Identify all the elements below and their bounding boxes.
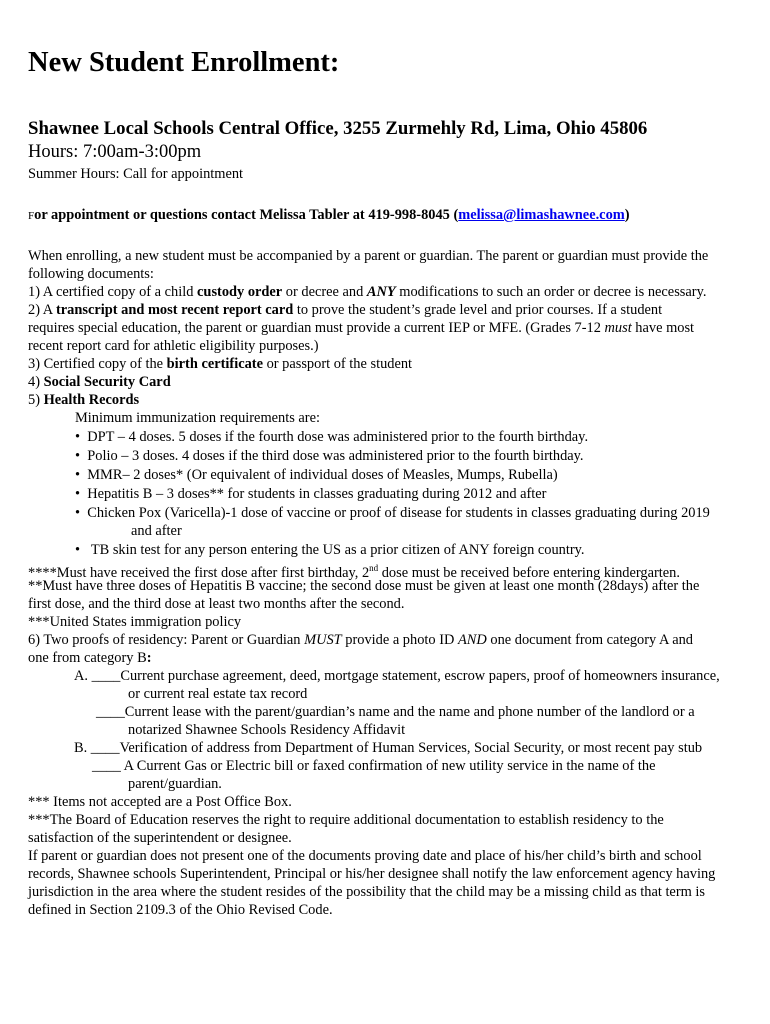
contact-text: or appointment or questions contact Melissa Tabler at 419-998-8045	[34, 207, 450, 223]
doc-item-2-text-2: to prove the student’s grade level and prior courses. If a student	[293, 302, 663, 318]
footer-note-2-line-1: ***The Board of Education reserves the right to require additional documentation to establish residency to the	[28, 812, 664, 828]
list-item-text: Polio – 3 doses. 4 doses if the third dose was administered prior to the fourth birthday.	[87, 448, 584, 464]
page-title: New Student Enrollment:	[28, 47, 340, 78]
summer-hours: Summer Hours: Call for appointment	[28, 166, 244, 182]
note-1-superscript: nd	[369, 563, 379, 573]
list-item-text: MMR– 2 doses* (Or equivalent of individual doses of Measles, Mumps, Rubella)	[87, 467, 558, 483]
list-item-text: DPT – 4 doses. 5 doses if the fourth dose was administered prior to the fourth birthday.	[87, 429, 589, 445]
doc-item-2-l2-text: requires special education, the parent or guardian must provide a current IEP or MFE. (Grades 7-12	[28, 320, 605, 336]
doc-item-5-text: 5)	[28, 392, 44, 408]
doc-item-4-text: 4)	[28, 374, 44, 390]
category-b-item-2-line-2: parent/guardian.	[128, 776, 222, 792]
intro-line-1: When enrolling, a new student must be accompanied by a parent or guardian. The parent or guardian must provide the	[28, 248, 709, 264]
doc-item-2	[28, 301, 662, 319]
residency-line-2	[28, 649, 151, 667]
residency-text: 6) Two proofs of residency: Parent or Guardian	[28, 632, 305, 648]
list-item-text: TB skin test for any person entering the US as a prior citizen of ANY foreign country.	[90, 542, 585, 558]
doc-item-4-bold: Social Security Card	[43, 374, 171, 390]
doc-item-1-bold: custody order	[197, 284, 283, 300]
doc-item-1-emphasis: ANY	[366, 284, 396, 300]
residency-text-2: provide a photo ID	[341, 632, 458, 648]
doc-item-3-bold: birth certificate	[166, 356, 263, 372]
contact-open-paren: (	[453, 207, 459, 223]
doc-item-5	[28, 391, 139, 409]
contact-email-link[interactable]: melissa@limashawnee.com	[458, 207, 625, 223]
contact-first-letter: F	[28, 210, 35, 222]
doc-item-3	[28, 355, 412, 373]
note-1-text: ****Must have received the first dose after first birthday, 2	[28, 564, 370, 581]
doc-item-4	[28, 373, 171, 391]
residency-line-1	[28, 631, 693, 649]
footer-note-2-line-2: satisfaction of the superintendent or designee.	[28, 830, 292, 846]
category-b-item-2: ____ A Current Gas or Electric bill or faxed confirmation of new utility service in the name of the	[92, 758, 656, 774]
category-a-item-2: ____Current lease with the parent/guardian’s name and the name and phone number of the landlord or a	[96, 704, 695, 720]
note-2-line-2: first dose, and the third dose at least two months after the second.	[28, 596, 405, 612]
doc-item-3-text: 3) Certified copy of the	[28, 356, 167, 372]
immunization-intro: Minimum immunization requirements are:	[75, 410, 320, 426]
doc-item-2-line-3: recent report card for athletic eligibility purposes.)	[28, 338, 319, 354]
residency-l2-text: one from category B	[28, 650, 147, 666]
list-item-continuation: and after	[131, 523, 182, 539]
category-a-item-2-line-2: notarized Shawnee Schools Residency Affidavit	[128, 722, 406, 738]
bullet-icon: •	[75, 505, 81, 521]
bullet-icon: •	[75, 542, 81, 558]
intro-line-2: following documents:	[28, 266, 154, 282]
list-item	[75, 485, 546, 503]
residency-text-3: one document from category A and	[486, 632, 693, 648]
bullet-icon: •	[75, 429, 81, 445]
list-item	[75, 466, 558, 484]
bullet-icon: •	[75, 486, 81, 502]
category-a-item-1: A. ____Current purchase agreement, deed, mortgage statement, escrow papers, proof of homeowners insurance,	[74, 668, 720, 684]
doc-item-2-line-2	[28, 319, 694, 337]
list-item	[75, 428, 588, 446]
footer-note-3-line-1: If parent or guardian does not present one of the documents proving date and place of his/her child’s birth and school	[28, 848, 702, 864]
note-3: ***United States immigration policy	[28, 614, 242, 630]
doc-item-3-text-2: or passport of the student	[262, 356, 413, 372]
footer-note-3-line-4: defined in Section 2109.3 of the Ohio Revised Code.	[28, 902, 333, 918]
footer-note-1-text: *** Items not accepted are a Post Office Box.	[28, 794, 292, 810]
list-item	[75, 447, 584, 465]
list-item	[75, 504, 710, 522]
category-a-item-1-line-2: or current real estate tax record	[128, 686, 308, 702]
residency-italic: MUST	[304, 632, 342, 648]
doc-item-2-bold: transcript and most recent report card	[56, 302, 294, 318]
doc-item-5-bold: Health Records	[43, 392, 140, 408]
doc-item-2-l2-text-2: have most	[631, 320, 695, 336]
bullet-icon: •	[75, 467, 81, 483]
list-item-text: Chicken Pox (Varicella)-1 dose of vaccine or proof of disease for students in classes graduating during 2019	[87, 505, 710, 521]
doc-item-1-text-2: or decree and	[282, 284, 367, 300]
footer-note-3-line-3: jurisdiction in the area where the student resides of the possibility that the child may be a missing child as that term is	[28, 884, 706, 900]
office-hours: Hours: 7:00am-3:00pm	[28, 142, 202, 162]
residency-italic-2: AND	[457, 632, 487, 648]
doc-item-1-text: 1) A certified copy of a child	[28, 284, 198, 300]
office-address: Shawnee Local Schools Central Office, 3255 Zurmehly Rd, Lima, Ohio 45806	[28, 118, 648, 139]
footer-note-1	[28, 793, 292, 811]
bullet-icon: •	[75, 448, 81, 464]
note-1-text-2: dose must be received before entering kindergarten.	[378, 564, 680, 581]
contact-line	[28, 206, 630, 225]
doc-item-1	[28, 283, 706, 301]
list-item	[75, 541, 585, 559]
contact-close-paren: )	[624, 207, 630, 223]
category-b-item-1: B. ____Verification of address from Department of Human Services, Social Security, or most recent pay stub	[74, 740, 703, 756]
doc-item-2-text: 2) A	[28, 302, 56, 318]
doc-item-2-l2-italic: must	[604, 320, 632, 336]
list-item-text: Hepatitis B – 3 doses** for students in classes graduating during 2012 and after	[87, 486, 547, 502]
footer-note-3-line-2: records, Shawnee schools Superintendent, Principal or his/her designee shall notify the law enforcement agency having	[28, 866, 716, 882]
note-2-line-1: **Must have three doses of Hepatitis B vaccine; the second dose must be given at least one month (28days) after the	[28, 578, 700, 594]
residency-l2-bold: :	[146, 650, 152, 666]
doc-item-1-text-3: modifications to such an order or decree is necessary.	[395, 284, 707, 300]
